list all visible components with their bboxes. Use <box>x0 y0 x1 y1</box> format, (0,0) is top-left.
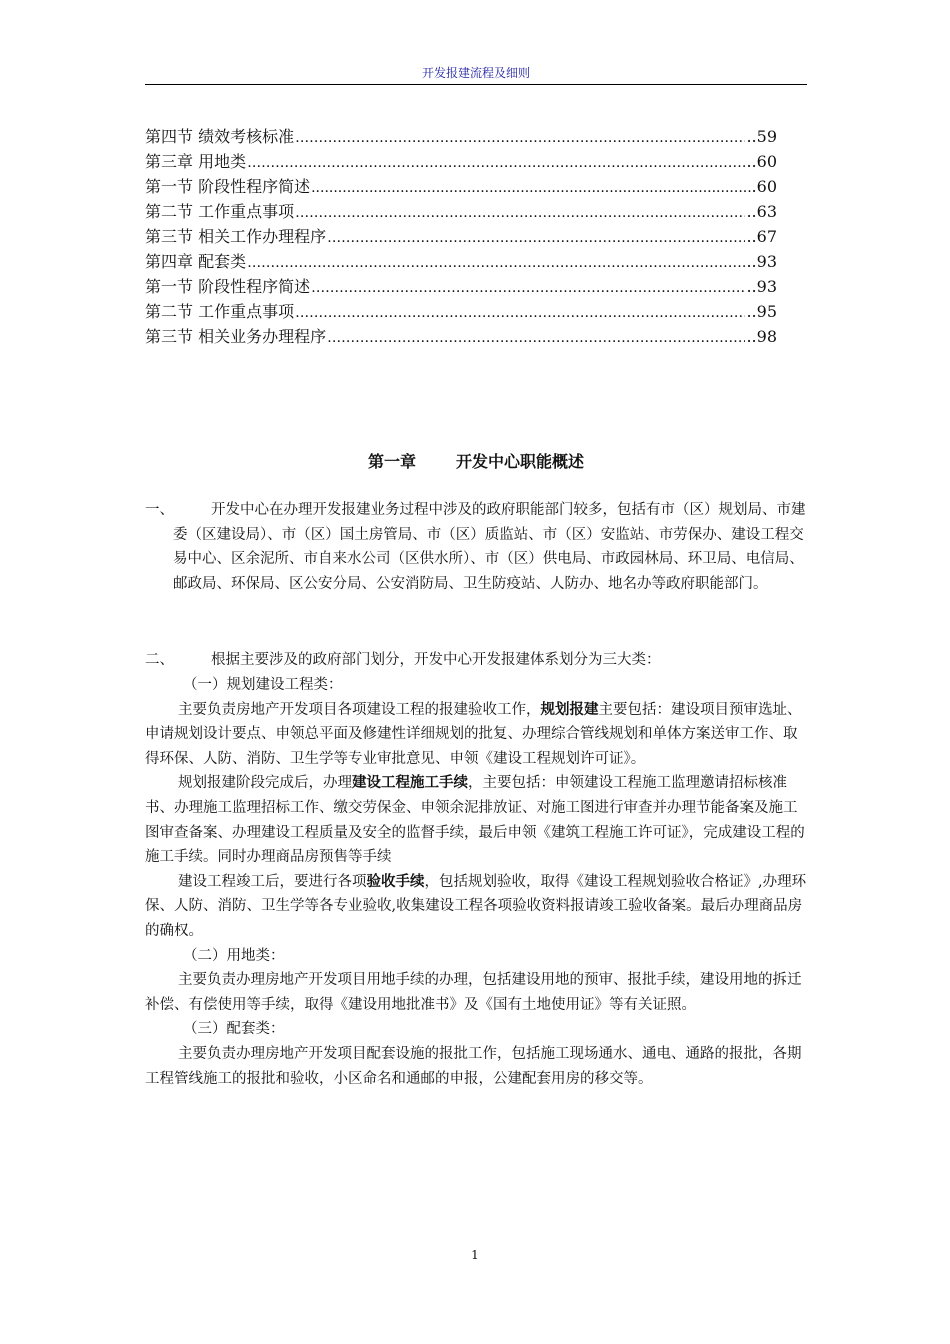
toc-entry-title: 第四章 配套类 <box>145 252 247 271</box>
toc-entry-title: 第二节 工作重点事项 <box>145 302 295 321</box>
text-run: 建设工程竣工后，要进行各项 <box>178 873 367 890</box>
toc-entry-title: 第三节 相关工作办理程序 <box>145 227 327 246</box>
bold-term: 建设工程施工手续 <box>352 774 468 792</box>
toc-entry-page: ..93 <box>746 252 777 271</box>
bold-term: 验收手续 <box>366 872 425 890</box>
toc-leader-dots <box>295 126 745 151</box>
category-heading-land: （二）用地类： <box>183 947 285 964</box>
paragraph: 主要负责办理房地产开发项目用地手续的办理，包括建设用地的预审、报批手续，建设用地的拆迁补偿、有偿使用等手续，取得《建设用地批准书》及《国有土地使用证》等有关证照。 <box>145 972 802 1013</box>
toc-entry-page: ..95 <box>746 302 777 321</box>
toc-leader-dots <box>247 251 745 276</box>
toc-leader-dots <box>311 176 750 201</box>
toc-entry-page: ..67 <box>746 227 777 246</box>
paragraph <box>145 698 810 772</box>
toc-entry[interactable] <box>145 299 777 324</box>
text-run: 规划报建阶段完成后，办理 <box>178 775 352 792</box>
toc-entry-page: ..93 <box>746 277 777 296</box>
text-run: ，主要包括：申领建设工程施工监理邀请招标核准书、办理施工监理招标工作、缴交劳保金、申领余泥排放证、对施工图进行审查并办理节能备案及施工图审查备案、办理建设工程质量及安全的监督手续，最后申领《建筑工程施工许可证》，完成建设工程的施工手续。同时办理商品房预售等手续 <box>145 775 805 866</box>
toc-entry-page: ..98 <box>746 327 777 346</box>
toc-leader-dots <box>311 276 745 301</box>
toc-entry[interactable] <box>145 149 777 174</box>
section-body <box>145 673 810 1091</box>
bold-term: 规划报建 <box>540 700 599 718</box>
toc-entry-title: 第三章 用地类 <box>145 152 247 171</box>
chapter-title: 开发中心职能概述 <box>456 452 585 471</box>
toc-entry-page: ..59 <box>746 127 777 146</box>
toc-entry[interactable] <box>145 174 777 199</box>
list-item-2 <box>145 648 810 673</box>
toc-entry[interactable] <box>145 274 777 299</box>
toc-entry-title: 第一节 阶段性程序简述 <box>145 177 311 196</box>
paragraph <box>145 870 810 944</box>
toc-entry-page: .60 <box>751 177 777 196</box>
paragraph <box>145 771 810 869</box>
toc-leader-dots <box>327 226 745 251</box>
list-item-number: 二、 <box>145 652 174 668</box>
toc-entry-title: 第一节 阶段性程序简述 <box>145 277 311 296</box>
text-run: 主要负责房地产开发项目各项建设工程的报建验收工作， <box>178 701 541 718</box>
toc-entry[interactable] <box>145 324 777 349</box>
category-heading-planning: （一）规划建设工程类： <box>183 677 343 693</box>
toc-leader-dots <box>295 301 745 326</box>
list-item-1 <box>145 498 810 596</box>
category-heading-supporting: （三）配套类： <box>183 1021 285 1038</box>
list-item-number: 一、 <box>145 502 174 518</box>
text-run: 主要包括：建设项目预审选址、申请规划设计要点、申领总平面及修建性详细规划的批复、办理综合管线规划和单体方案送审工作、取得环保、人防、消防、卫生学等专业审批意见、申领《建设工程规划许可证》。 <box>145 701 802 767</box>
toc-leader-dots <box>327 326 745 351</box>
toc-entry-title: 第三节 相关业务办理程序 <box>145 327 327 346</box>
paragraph: 主要负责办理房地产开发项目配套设施的报批工作，包括施工现场通水、通电、通路的报批，各期工程管线施工的报批和验收，小区命名和通邮的申报，公建配套用房的移交等。 <box>145 1045 802 1087</box>
toc-entry[interactable] <box>145 224 777 249</box>
list-item-text: 根据主要涉及的政府部门划分，开发中心开发报建体系划分为三大类： <box>211 652 661 668</box>
toc-entry[interactable] <box>145 124 777 149</box>
page-number: 1 <box>471 1248 479 1262</box>
toc-entry-title: 第四节 绩效考核标准 <box>145 127 295 146</box>
toc-entry-page: ..63 <box>746 202 777 221</box>
toc-entry-title: 第二节 工作重点事项 <box>145 202 295 221</box>
toc-entry-page: ..60 <box>746 152 777 171</box>
toc-leader-dots <box>247 151 745 176</box>
text-run: ，包括规划验收，取得《建设工程规划验收合格证》,办理环保、人防、消防、卫生学等各专业验收,收集建设工程各项验收资料报请竣工验收备案。最后办理商品房的确权。 <box>145 873 807 939</box>
toc-entry[interactable] <box>145 199 777 224</box>
chapter-heading <box>145 449 807 472</box>
list-item-text: 开发中心在办理开发报建业务过程中涉及的政府职能部门较多，包括有市（区）规划局、市建委（区建设局）、市（区）国土房管局、市（区）质监站、市（区）安监站、市劳保办、建设工程交易中心、区余泥所、市自来水公司（区供水所）、市（区）供电局、市政园林局、环卫局、电信局、邮政局、环保局、区公安分局、公安消防局、卫生防疫站、人防办、地名办等政府职能部门。 <box>173 502 806 592</box>
chapter-number: 第一章 <box>367 452 416 471</box>
table-of-contents <box>145 124 777 349</box>
toc-entry[interactable] <box>145 249 777 274</box>
toc-leader-dots <box>295 201 745 226</box>
running-header: 开发报建流程及细则 <box>145 62 807 85</box>
